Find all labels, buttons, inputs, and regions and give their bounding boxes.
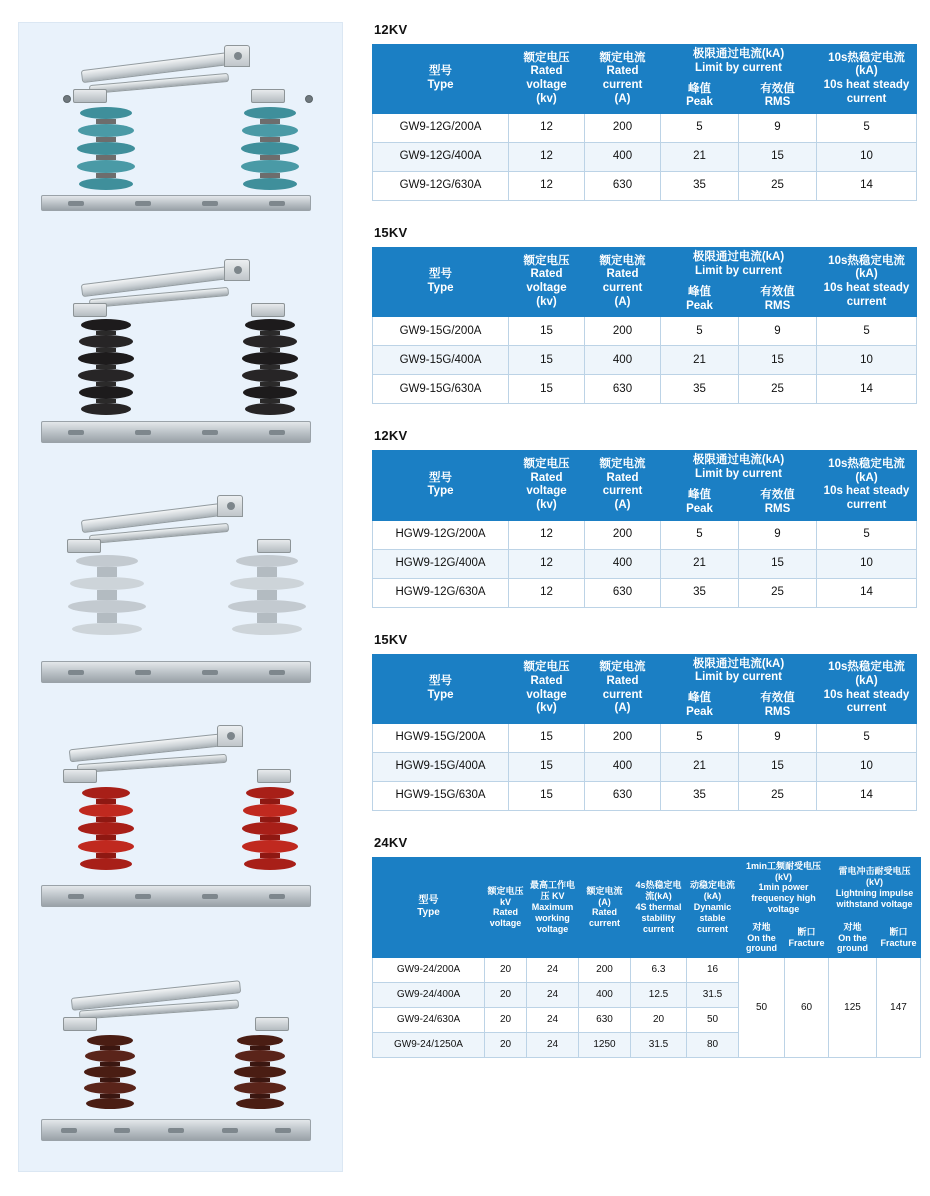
- terminal-clamp-left: [73, 89, 107, 103]
- spec-table-block-2: [372, 428, 916, 607]
- cell-voltage: 12: [509, 143, 585, 172]
- insulator-stack-left: [77, 107, 135, 190]
- photo-scene: [19, 23, 342, 253]
- header-limit-current: 极限通过电流(kA) Limit by current: [661, 45, 817, 80]
- table-title: 15KV: [374, 225, 408, 241]
- photo-scene: [19, 713, 342, 943]
- table-title: 12KV: [374, 428, 408, 444]
- cell-type: GW9-24/630A: [373, 1008, 485, 1033]
- mounting-tab: [217, 495, 243, 517]
- cell-dynamic: 80: [687, 1033, 739, 1058]
- mounting-rail: [41, 885, 311, 907]
- header-thermal-stability: 4s热稳定电流(kA) 4S thermal stability current: [631, 857, 687, 957]
- cell-heat: 10: [817, 143, 917, 172]
- cell-rms: 9: [739, 317, 817, 346]
- spec-table-15kv-gw9: [372, 247, 917, 404]
- bolt: [305, 95, 313, 103]
- cell-power-ground: 50: [739, 958, 785, 1058]
- cell-current: 630: [585, 375, 661, 404]
- header-rated-current: 额定电流 Rated current (A): [585, 45, 661, 114]
- gw9-15kv-black-insulator-photo: [19, 253, 342, 483]
- header-limit-current: 极限通过电流(kA) Limit by current: [661, 654, 817, 689]
- cell-heat: 14: [817, 375, 917, 404]
- cell-type: GW9-12G/200A: [373, 114, 509, 143]
- header-type: 型号 Type: [373, 654, 509, 723]
- terminal-clamp-right: [257, 769, 291, 783]
- spec-table-12kv-hgw9: [372, 450, 917, 607]
- header-rated-voltage: 额定电压 kV Rated voltage: [485, 857, 527, 957]
- header-rated-current: 额定电流 Rated current (A): [585, 248, 661, 317]
- cell-current: 1250: [579, 1033, 631, 1058]
- terminal-clamp-right: [257, 539, 291, 553]
- mounting-rail: [41, 421, 311, 443]
- terminal-clamp-right: [251, 303, 285, 317]
- header-heat-steady: 10s热稳定电流(kA) 10s heat steady current: [817, 45, 917, 114]
- product-photo-column: [18, 22, 343, 1172]
- cell-power-fracture: 60: [785, 958, 829, 1058]
- photo-scene: [19, 253, 342, 483]
- cell-heat: 10: [817, 549, 917, 578]
- cell-current: 400: [585, 143, 661, 172]
- header-rms: 有效值 RMS: [739, 485, 817, 520]
- table-title: 15KV: [374, 631, 408, 647]
- cell-current: 400: [585, 549, 661, 578]
- cell-type: GW9-15G/630A: [373, 375, 509, 404]
- cell-rms: 25: [739, 781, 817, 810]
- insulator-stack-right: [231, 1035, 289, 1109]
- header-rms: 有效值 RMS: [739, 282, 817, 317]
- cell-voltage: 12: [509, 549, 585, 578]
- cell-current: 630: [585, 578, 661, 607]
- terminal-clamp-right: [251, 89, 285, 103]
- insulator-stack-left: [77, 787, 135, 870]
- table-row: [373, 143, 917, 172]
- cell-lightning-ground: 125: [829, 958, 877, 1058]
- cell-voltage: 15: [509, 752, 585, 781]
- header-rated-current: 额定电流 Rated current (A): [585, 654, 661, 723]
- cell-peak: 5: [661, 723, 739, 752]
- header-rms: 有效值 RMS: [739, 689, 817, 724]
- cell-peak: 35: [661, 172, 739, 201]
- cell-peak: 21: [661, 752, 739, 781]
- header-rated-voltage: 额定电压 Rated voltage (kv): [509, 654, 585, 723]
- cell-heat: 14: [817, 781, 917, 810]
- cell-current: 200: [585, 723, 661, 752]
- terminal-clamp-left: [67, 539, 101, 553]
- header-peak: 峰值 Peak: [661, 282, 739, 317]
- header-peak: 峰值 Peak: [661, 485, 739, 520]
- cell-peak: 21: [661, 549, 739, 578]
- cell-heat: 5: [817, 723, 917, 752]
- header-rms: 有效值 RMS: [739, 79, 817, 114]
- insulator-stack-right: [241, 107, 299, 190]
- mounting-rail: [41, 195, 311, 211]
- cell-current: 400: [579, 983, 631, 1008]
- cell-voltage: 12: [509, 520, 585, 549]
- terminal-clamp-left: [63, 1017, 97, 1031]
- header-lightning-fracture: 断口 Fracture: [877, 918, 921, 957]
- cell-type: GW9-24/400A: [373, 983, 485, 1008]
- cell-current: 200: [585, 520, 661, 549]
- spec-table-block-3: [372, 632, 916, 811]
- cell-voltage: 15: [509, 375, 585, 404]
- cell-rms: 25: [739, 578, 817, 607]
- mounting-tab: [224, 45, 250, 67]
- cell-current: 200: [585, 317, 661, 346]
- mounting-tab: [224, 259, 250, 281]
- cell-max-voltage: 24: [527, 983, 579, 1008]
- insulator-stack-left: [67, 555, 147, 635]
- cell-rms: 25: [739, 375, 817, 404]
- insulator-stack-right: [227, 555, 307, 635]
- spec-table-24kv-gw9: [372, 857, 921, 1058]
- cell-current: 630: [585, 172, 661, 201]
- mounting-rail: [41, 1119, 311, 1141]
- cell-heat: 14: [817, 578, 917, 607]
- hgw9-12kv-grey-insulator-photo: [19, 483, 342, 713]
- table-row: [373, 520, 917, 549]
- cell-max-voltage: 24: [527, 958, 579, 983]
- header-power-frequency: 1min工频耐受电压(kV) 1min power frequency high voltage: [739, 857, 829, 918]
- cell-type: GW9-15G/400A: [373, 346, 509, 375]
- cell-current: 200: [585, 114, 661, 143]
- table-row: [373, 752, 917, 781]
- header-rated-voltage: 额定电压 Rated voltage (kv): [509, 248, 585, 317]
- cell-thermal: 31.5: [631, 1033, 687, 1058]
- header-peak: 峰值 Peak: [661, 79, 739, 114]
- cell-peak: 35: [661, 375, 739, 404]
- bolt: [63, 95, 71, 103]
- header-max-working-voltage: 最高工作电压 KV Maximum working voltage: [527, 857, 579, 957]
- table-row: [373, 172, 917, 201]
- header-power-ground: 对地 On the ground: [739, 918, 785, 957]
- cell-dynamic: 31.5: [687, 983, 739, 1008]
- cell-max-voltage: 24: [527, 1033, 579, 1058]
- mounting-rail: [41, 661, 311, 683]
- table-row: [373, 723, 917, 752]
- spec-table-block-1: [372, 225, 916, 404]
- cell-current: 400: [585, 346, 661, 375]
- cell-type: HGW9-15G/400A: [373, 752, 509, 781]
- cell-peak: 5: [661, 114, 739, 143]
- cell-peak: 35: [661, 578, 739, 607]
- header-type: 型号 Type: [373, 45, 509, 114]
- cell-rms: 15: [739, 346, 817, 375]
- cell-dynamic: 50: [687, 1008, 739, 1033]
- mounting-tab: [217, 725, 243, 747]
- spec-tables: [372, 22, 916, 1082]
- table-row: [373, 317, 917, 346]
- cell-heat: 5: [817, 317, 917, 346]
- cell-peak: 5: [661, 520, 739, 549]
- cell-thermal: 12.5: [631, 983, 687, 1008]
- header-heat-steady: 10s热稳定电流(kA) 10s heat steady current: [817, 654, 917, 723]
- table-row: [373, 346, 917, 375]
- cell-peak: 5: [661, 317, 739, 346]
- header-limit-current: 极限通过电流(kA) Limit by current: [661, 248, 817, 283]
- cell-rms: 9: [739, 114, 817, 143]
- header-lightning-impulse: 雷电冲击耐受电压(kV) Lightning impulse withstand voltage: [829, 857, 921, 918]
- terminal-clamp-left: [63, 769, 97, 783]
- cell-peak: 21: [661, 143, 739, 172]
- insulator-stack-right: [241, 787, 299, 870]
- insulator-stack-left: [77, 319, 135, 415]
- cell-current: 630: [579, 1008, 631, 1033]
- cell-rms: 9: [739, 520, 817, 549]
- cell-voltage: 12: [509, 172, 585, 201]
- insulator-stack-left: [81, 1035, 139, 1109]
- header-peak: 峰值 Peak: [661, 689, 739, 724]
- photo-scene: [19, 483, 342, 713]
- header-heat-steady: 10s热稳定电流(kA) 10s heat steady current: [817, 451, 917, 520]
- header-type: 型号 Type: [373, 248, 509, 317]
- cell-type: GW9-24/200A: [373, 958, 485, 983]
- gw9-12kv-teal-insulator-photo: [19, 23, 342, 253]
- cell-voltage: 15: [509, 346, 585, 375]
- terminal-clamp-right: [255, 1017, 289, 1031]
- table-row: [373, 114, 917, 143]
- cell-type: HGW9-12G/630A: [373, 578, 509, 607]
- hgw9-15kv-red-insulator-photo: [19, 713, 342, 943]
- cell-type: GW9-15G/200A: [373, 317, 509, 346]
- header-heat-steady: 10s热稳定电流(kA) 10s heat steady current: [817, 248, 917, 317]
- cell-rms: 9: [739, 723, 817, 752]
- header-power-fracture: 断口 Fracture: [785, 918, 829, 957]
- cell-type: HGW9-15G/630A: [373, 781, 509, 810]
- terminal-clamp-left: [73, 303, 107, 317]
- header-rated-voltage: 额定电压 Rated voltage (kv): [509, 45, 585, 114]
- cell-voltage: 15: [509, 723, 585, 752]
- spec-table-12kv-gw9: [372, 44, 917, 201]
- insulator-stack-right: [241, 319, 299, 415]
- cell-type: HGW9-15G/200A: [373, 723, 509, 752]
- header-type: 型号 Type: [373, 451, 509, 520]
- spec-table-block-4: [372, 835, 916, 1058]
- table-title: 12KV: [374, 22, 408, 37]
- cell-type: HGW9-12G/200A: [373, 520, 509, 549]
- table-row: [373, 958, 921, 983]
- cell-rms: 15: [739, 143, 817, 172]
- cell-rms: 15: [739, 752, 817, 781]
- header-lightning-ground: 对地 On the ground: [829, 918, 877, 957]
- cell-peak: 21: [661, 346, 739, 375]
- photo-scene: [19, 943, 342, 1169]
- cell-current: 200: [579, 958, 631, 983]
- cell-heat: 10: [817, 752, 917, 781]
- spec-table-15kv-hgw9: [372, 654, 917, 811]
- cell-max-voltage: 24: [527, 1008, 579, 1033]
- table-row: [373, 578, 917, 607]
- cell-current: 630: [585, 781, 661, 810]
- cell-voltage: 15: [509, 781, 585, 810]
- cell-voltage: 12: [509, 114, 585, 143]
- cell-heat: 14: [817, 172, 917, 201]
- cell-voltage: 20: [485, 1008, 527, 1033]
- header-rated-voltage: 额定电压 Rated voltage (kv): [509, 451, 585, 520]
- cell-voltage: 12: [509, 578, 585, 607]
- table-row: [373, 549, 917, 578]
- table-row: [373, 781, 917, 810]
- table-row: [373, 375, 917, 404]
- header-limit-current: 极限通过电流(kA) Limit by current: [661, 451, 817, 486]
- cell-voltage: 15: [509, 317, 585, 346]
- cell-voltage: 20: [485, 983, 527, 1008]
- cell-type: GW9-12G/630A: [373, 172, 509, 201]
- cell-peak: 35: [661, 781, 739, 810]
- cell-heat: 10: [817, 346, 917, 375]
- cell-type: HGW9-12G/400A: [373, 549, 509, 578]
- table-title: 24KV: [374, 834, 408, 850]
- cell-heat: 5: [817, 114, 917, 143]
- cell-rms: 15: [739, 549, 817, 578]
- gw9-24kv-brown-insulator-photo: [19, 943, 342, 1169]
- cell-rms: 25: [739, 172, 817, 201]
- header-rated-current: 额定电流 Rated current (A): [585, 451, 661, 520]
- header-dynamic-stable: 动稳定电流(kA) Dynamic stable current: [687, 857, 739, 957]
- cell-lightning-fracture: 147: [877, 958, 921, 1058]
- cell-type: GW9-12G/400A: [373, 143, 509, 172]
- cell-dynamic: 16: [687, 958, 739, 983]
- cell-type: GW9-24/1250A: [373, 1033, 485, 1058]
- cell-voltage: 20: [485, 1033, 527, 1058]
- header-rated-current: 额定电流(A) Rated current: [579, 857, 631, 957]
- cell-current: 400: [585, 752, 661, 781]
- header-type: 型号 Type: [373, 857, 485, 957]
- cell-heat: 5: [817, 520, 917, 549]
- spec-table-block-0: [372, 22, 916, 201]
- cell-thermal: 20: [631, 1008, 687, 1033]
- cell-thermal: 6.3: [631, 958, 687, 983]
- cell-voltage: 20: [485, 958, 527, 983]
